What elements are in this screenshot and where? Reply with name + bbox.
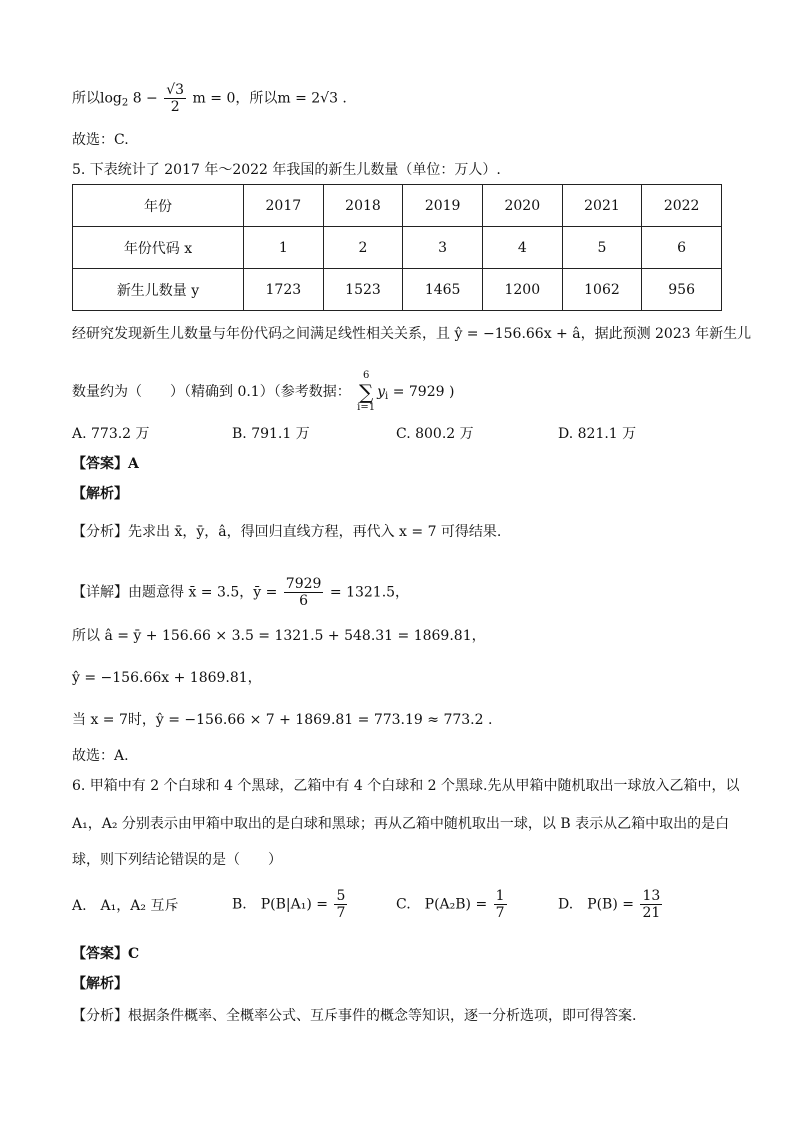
table-cell: 1523 bbox=[323, 269, 403, 311]
table-head-cell: 年份 bbox=[73, 185, 244, 227]
prev-solution-line bbox=[72, 82, 734, 115]
table-cell: 5 bbox=[562, 227, 642, 269]
q5-analysis: 【分析】先求出 x̄，ȳ，â，得回归直线方程，再代入 x = 7 可得结果. bbox=[72, 524, 502, 540]
q6-option-c bbox=[396, 888, 509, 921]
opt-b-den: 7 bbox=[336, 905, 346, 921]
q6-analysis: 【分析】根据条件概率、全概率公式、互斥事件的概念等知识，逐一分析选项，即可得答案. bbox=[72, 1008, 637, 1024]
sum-var: y bbox=[377, 384, 386, 400]
opt-b-fraction bbox=[334, 888, 347, 921]
table-cell: 1062 bbox=[562, 269, 642, 311]
table-head-cell: 年份代码 x bbox=[73, 227, 244, 269]
table-row bbox=[73, 227, 722, 269]
table-cell: 2021 bbox=[562, 185, 642, 227]
detail-text-b: = 1321.5， bbox=[329, 584, 410, 601]
table-head-cell: 新生儿数量 y bbox=[73, 269, 244, 311]
q5-desc-line1: 经研究发现新生儿数量与年份代码之间满足线性相关关系，且 ŷ = −156.66x + â，据此预测 2023 年新生儿 bbox=[72, 326, 752, 342]
opt-b-text: B. P(B|A₁) = bbox=[232, 896, 328, 913]
table-cell: 1 bbox=[244, 227, 324, 269]
q6-stem-line2: A₁，A₂ 分别表示由甲箱中取出的是白球和黑球；再从乙箱中随机取出一球，以 B 表示从乙箱中取出的是白 bbox=[72, 816, 730, 832]
q5-analysis-title: 【解析】 bbox=[72, 486, 128, 502]
prev-text-b: 8 − bbox=[132, 90, 158, 107]
opt-d-text: D. P(B) = bbox=[558, 896, 634, 913]
detail-text-a: 【详解】由题意得 x̄ = 3.5，ȳ = bbox=[72, 584, 278, 601]
table-cell: 2 bbox=[323, 227, 403, 269]
q6-stem-line1: 6. 甲箱中有 2 个白球和 4 个黑球，乙箱中有 4 个白球和 2 个黑球.先从甲箱中随机取出一球放入乙箱中，以 bbox=[72, 778, 740, 794]
detail-frac-den: 6 bbox=[299, 593, 309, 609]
prev-frac-den: 2 bbox=[170, 99, 180, 115]
q5-desc2-text: 数量约为（ ）（精确到 0.1）（参考数据： bbox=[72, 384, 351, 400]
table-cell: 2018 bbox=[323, 185, 403, 227]
table-cell: 1723 bbox=[244, 269, 324, 311]
q6-stem-line3: 球，则下列结论错误的是（ ） bbox=[72, 852, 282, 868]
prev-fraction bbox=[164, 82, 186, 115]
table-cell: 6 bbox=[642, 227, 722, 269]
prev-text-a: 所以log bbox=[72, 90, 122, 107]
table-row bbox=[73, 185, 722, 227]
table-cell: 4 bbox=[482, 227, 562, 269]
q5-step3: 当 x = 7时，ŷ = −156.66 × 7 + 1869.81 = 773.19 ≈ 773.2 . bbox=[72, 712, 493, 728]
q5-answer: 【答案】A bbox=[72, 456, 139, 472]
q5-detail bbox=[72, 576, 734, 609]
sigma-top: 6 bbox=[362, 370, 370, 381]
sum-value: = 7929 ) bbox=[388, 384, 455, 400]
detail-frac-num: 7929 bbox=[285, 576, 322, 592]
table-cell: 2020 bbox=[482, 185, 562, 227]
prev-text-c: m = 0，所以m = 2√3 . bbox=[192, 90, 347, 107]
opt-c-num: 1 bbox=[495, 888, 505, 904]
sigma-bottom: i=1 bbox=[357, 402, 376, 413]
table-cell: 3 bbox=[403, 227, 483, 269]
table-cell: 2019 bbox=[403, 185, 483, 227]
detail-fraction bbox=[284, 576, 324, 609]
table-cell: 2017 bbox=[244, 185, 324, 227]
sum-index: i bbox=[385, 391, 389, 402]
q5-step2: ŷ = −156.66x + 1869.81， bbox=[72, 670, 262, 686]
q6-option-a: A. A₁，A₂ 互斥 bbox=[72, 898, 179, 914]
sigma-symbol: 6 ∑ i=1 bbox=[357, 370, 376, 413]
table-cell: 956 bbox=[642, 269, 722, 311]
opt-d-fraction bbox=[640, 888, 662, 921]
table-cell: 2022 bbox=[642, 185, 722, 227]
q5-option-b: B. 791.1 万 bbox=[232, 426, 310, 442]
q5-desc-line2 bbox=[72, 370, 734, 414]
opt-b-num: 5 bbox=[336, 888, 346, 904]
table-cell: 1200 bbox=[482, 269, 562, 311]
prev-answer-line: 故选：C. bbox=[72, 132, 129, 148]
q5-option-d: D. 821.1 万 bbox=[558, 426, 637, 442]
prev-frac-num: √3 bbox=[166, 82, 185, 98]
opt-d-den: 21 bbox=[642, 905, 661, 921]
opt-c-text: C. P(A₂B) = bbox=[396, 896, 488, 913]
table-row bbox=[73, 269, 722, 311]
q5-option-a: A. 773.2 万 bbox=[72, 426, 150, 442]
q6-option-b bbox=[232, 888, 349, 921]
opt-c-fraction bbox=[494, 888, 507, 921]
q5-stem: 5. 下表统计了 2017 年～2022 年我国的新生儿数量（单位：万人）. bbox=[72, 162, 501, 178]
q5-final: 故选：A. bbox=[72, 748, 129, 764]
q6-option-d bbox=[558, 888, 664, 921]
opt-c-den: 7 bbox=[495, 905, 505, 921]
newborn-table bbox=[72, 184, 722, 311]
table-cell: 1465 bbox=[403, 269, 483, 311]
opt-d-num: 13 bbox=[642, 888, 661, 904]
q6-answer: 【答案】C bbox=[72, 946, 140, 962]
q6-analysis-title: 【解析】 bbox=[72, 976, 128, 992]
q5-step1: 所以 â = ȳ + 156.66 × 3.5 = 1321.5 + 548.31 = 1869.81， bbox=[72, 628, 486, 644]
log-base: 2 bbox=[121, 97, 129, 109]
q5-option-c: C. 800.2 万 bbox=[396, 426, 474, 442]
